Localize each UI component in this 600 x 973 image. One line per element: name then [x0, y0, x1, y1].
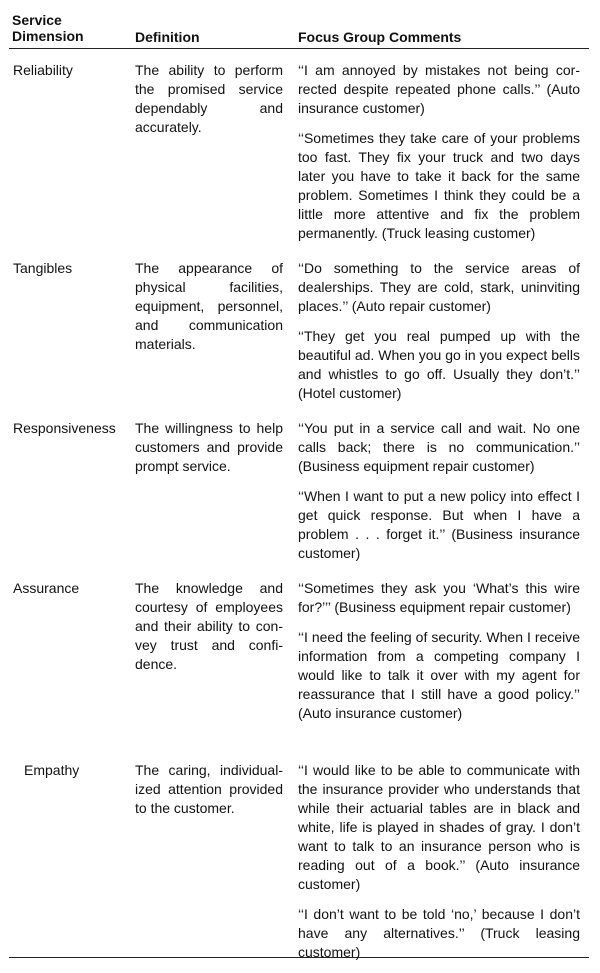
comments-responsiveness — [298, 419, 580, 574]
comment: ‘‘I would like to be able to communicate with the insurance provider who understands that while their actuarial tables are in black and white, life is played in shades of gray. I don’t want to talk to an insurance person who is reading out of a book.’’ (Auto insurance customer) — [298, 762, 580, 892]
comment: ‘‘They get you real pumped up with the beautiful ad. When you go in you expect bells and whistles to go off. Usually they don’t.’’ (Hotel customer) — [298, 328, 580, 401]
header-focus-group-comments: Focus Group Comments — [298, 29, 462, 45]
comment: ‘‘You put in a service call and wait. No one calls back; there is no communication.’’ (Business equipment repair customer) — [298, 420, 580, 474]
comment: ‘‘I am annoyed by mistakes not being corrected despite repeated phone calls.’’ (Auto insurance customer) — [298, 62, 580, 116]
comments-tangibles — [298, 259, 580, 414]
footer-rule — [9, 957, 589, 958]
comment: ‘‘Sometimes they take care of your problems too fast. They fix your truck and two days later you have to take it back for the same problem. Sometimes I think they could be a little more attentive and fix the problem permanently. (Truck leasing customer) — [298, 130, 580, 241]
dimension-reliability: Reliability — [13, 62, 73, 78]
definition-reliability: The ability to perform the promised service dependably and accurately. — [135, 62, 283, 135]
table-header — [0, 8, 600, 48]
header-definition: Definition — [135, 29, 200, 45]
comment: ‘‘When I want to put a new policy into effect I get quick response. But when I have a problem . . . forget it.’’ (Business insurance customer) — [298, 488, 580, 561]
header-service-dimension: Service Dimension — [12, 12, 84, 44]
comment: ‘‘I need the feeling of security. When I receive information from a competing company I would like to talk it over with my agent for reassurance that I still have a good policy.’’ (Auto insurance customer) — [298, 629, 580, 721]
dimension-assurance: Assurance — [13, 580, 80, 596]
definition-assurance: The knowledge and courtesy of employees and their ability to convey trust and confidence. — [135, 580, 283, 672]
dimension-responsiveness: Responsiveness — [13, 420, 116, 436]
comments-reliability — [298, 61, 580, 254]
comment: ‘‘I don’t want to be told ‘no,’ because I don’t have any alternatives.’’ (Truck leasing customer) — [298, 906, 580, 960]
definition-empathy: The caring, individualized attention provided to the customer. — [135, 762, 283, 816]
comments-assurance — [298, 579, 580, 734]
comment: ‘‘Do something to the service areas of dealerships. They are cold, stark, uninviting places.’’ (Auto repair customer) — [298, 260, 580, 314]
dimension-empathy: Empathy — [24, 762, 80, 778]
comments-empathy — [298, 761, 580, 973]
header-rule — [9, 48, 589, 49]
comment: ‘‘Sometimes they ask you ‘What’s this wire for?’’’ (Business equipment repair customer) — [298, 580, 580, 615]
dimension-tangibles: Tangibles — [13, 260, 73, 276]
definition-responsiveness: The willingness to help customers and provide prompt service. — [135, 420, 283, 474]
definition-tangibles: The appearance of physical facilities, equipment, personnel, and communication materials. — [135, 260, 283, 352]
